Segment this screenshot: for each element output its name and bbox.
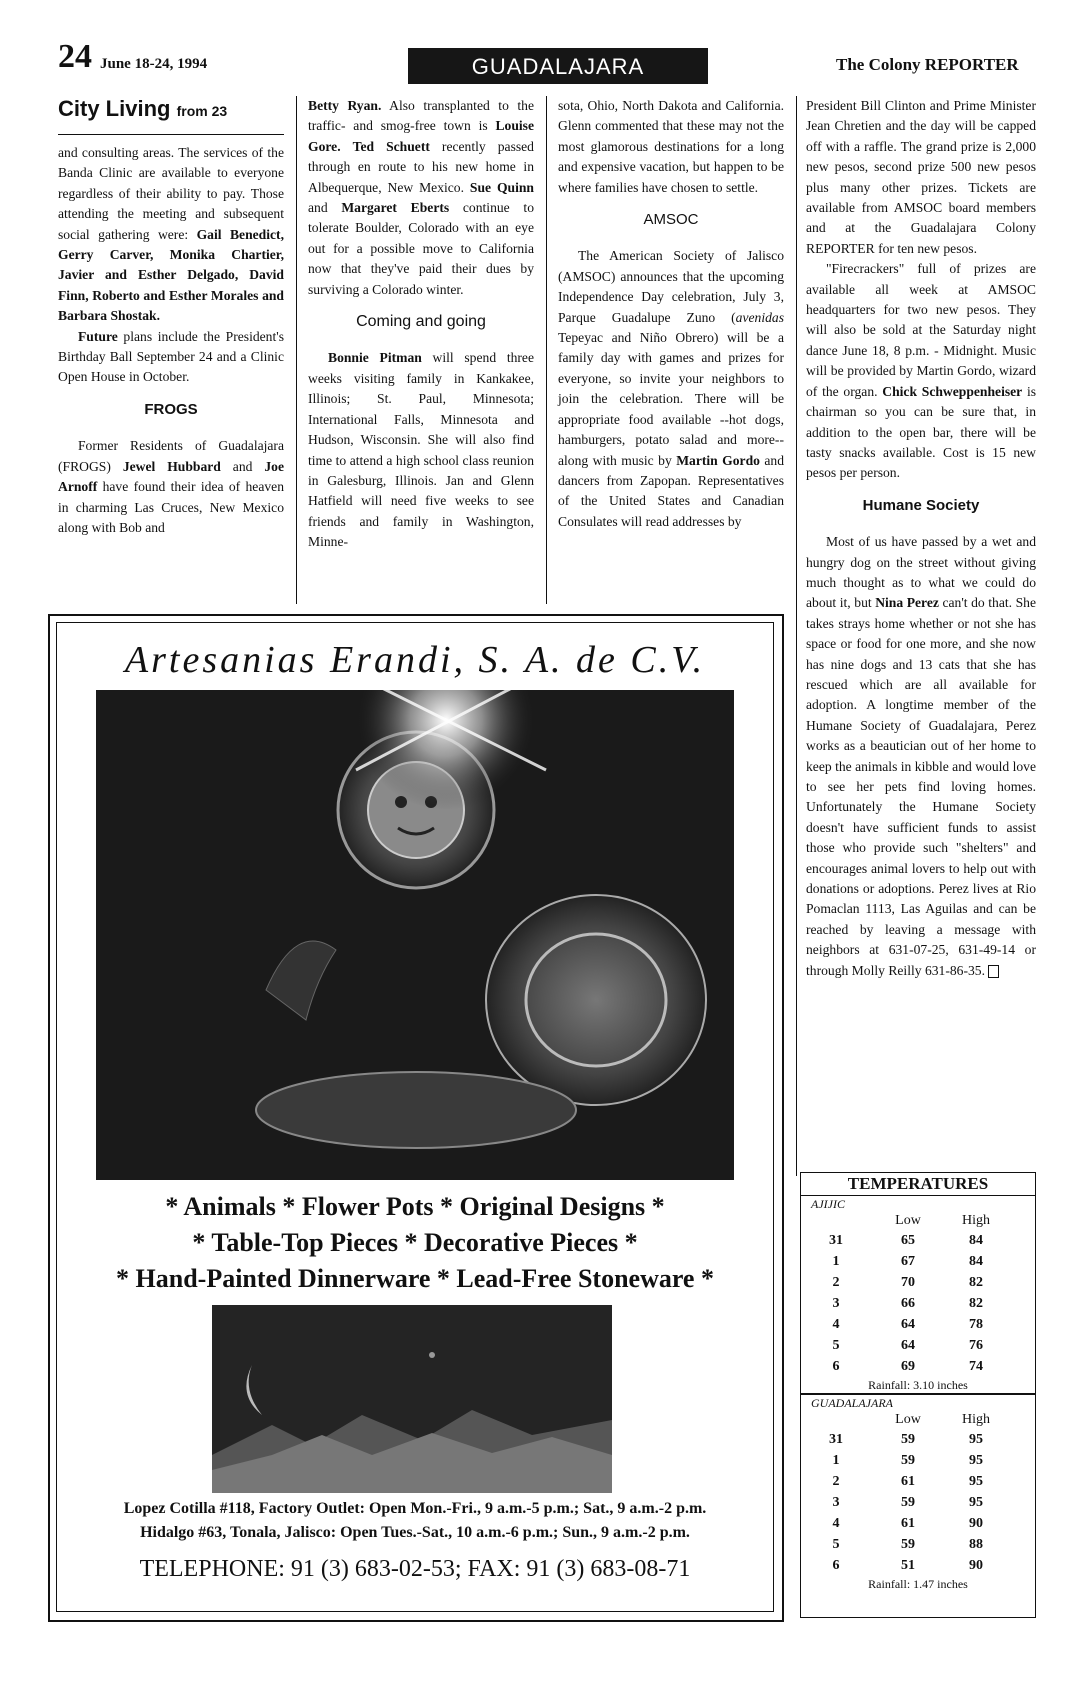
column-city-living [58, 96, 284, 538]
newspaper-name: The Colony REPORTER [836, 55, 1019, 74]
city-name: AJIJIC [811, 1197, 845, 1211]
paragraph [806, 96, 1036, 259]
ajijic-rows [801, 1230, 1035, 1377]
high: 95 [969, 1452, 983, 1468]
paragraph [58, 143, 284, 327]
text: sota, Ohio, North Dakota and California. Glenn commented that these may not the most glamorous destinations for a long and expensive vacation, but happen to be where families have chosen to settle. [558, 98, 784, 195]
text: can't do that. She takes strays home whether or not she has space or food for one more, and she now has nine dogs and 13 cats that she has rescued which are all available for adoption. A longtime member of the Humane Society of Guadalajara, Perez works as a beautician out of her home to keep the animals in kibble and would love to see her pets find loving homes. Unfortunately the Humane Society doesn't have sufficient funds to assist those who provide such "shelters" and encourages animal lovers to help out with donations or adoptions. Perez lives at Rio Pomaclan 1113, Las Aguilas and can be reached by leaving a message with neighbors at 631-07-25, 631-49-14 or through Molly Reilly 631-86-35. [806, 595, 1036, 978]
low: 70 [901, 1275, 915, 1290]
column-4 [806, 96, 1036, 981]
day: 6 [832, 1557, 840, 1573]
high: 78 [969, 1317, 983, 1332]
table-row [801, 1335, 1035, 1356]
column-divider [546, 96, 547, 604]
table-row [801, 1555, 1035, 1576]
ad-address-2: Hidalgo #63, Tonala, Jalisco: Open Tues.-Sat., 10 a.m.-6 p.m.; Sun., 9 a.m.-2 p.m. [140, 1524, 690, 1541]
text: and [220, 458, 265, 474]
rainfall: Rainfall: 1.47 inches [868, 1576, 968, 1591]
text: Former Residents of Guadalajara (FROGS) [58, 438, 284, 474]
text: will spend three weeks visiting family in Kankakee, Illinois; St. Paul, Minnesota; International Falls, Minnesota and Hudson, Wisconsin. She will also find time to attend a high school class reunion in Galesburg, Illinois. Jan and Glenn Hatfield will need five weeks to see friends and family in Washington, Minne- [308, 350, 534, 550]
text: "Firecrackers" full of prizes are available all week at AMSOC headquarters for two new pesos. They will also be sold at the Saturday night dance June 18, 8 p.m. - Midnight. Music will be provided by Martin Gordo, wizard of the organ. [806, 261, 1036, 399]
temperatures-title: TEMPERATURES [801, 1173, 1035, 1196]
table-header [801, 1212, 1035, 1230]
low: 59 [901, 1452, 915, 1468]
ad-products-line-3: * Hand-Painted Dinnerware * Lead-Free Stoneware * [116, 1264, 714, 1293]
ad-title: Artesanias Erandi, S. A. de C.V. [124, 639, 706, 681]
text: plans include the President's Birthday Ball September 24 and a Clinic Open House in October. [58, 328, 284, 385]
high-header: High [962, 1411, 990, 1427]
low: 69 [901, 1359, 915, 1374]
day: 1 [832, 1254, 840, 1269]
names: Bonnie Pitman [328, 350, 422, 366]
column-divider [296, 96, 297, 604]
day: 6 [832, 1359, 840, 1374]
temperatures-table [800, 1172, 1036, 1618]
text: President Bill Clinton and Prime Minister Jean Chretien and the day will be capped off with a raffle. The grand prize is 2,000 new pesos, second prize 500 new pesos plus many other prizes. Tickets are available from AMSOC board members and at the Guadalajara Colony REPORTER for ten new pesos. [806, 98, 1036, 256]
text: The American Society of Jalisco (AMSOC) announces that the upcoming Independence Day celebration, July 3, Parque Guadalupe Zuno ( [558, 248, 784, 325]
text: recently passed through en route to his new home in Albequerque, New Mexico. [308, 138, 534, 195]
low-header: Low [895, 1213, 921, 1228]
low: 59 [901, 1494, 915, 1510]
table-row [801, 1429, 1035, 1450]
high: 95 [969, 1431, 983, 1447]
city-living-title: City Living [58, 96, 171, 121]
end-mark-icon [988, 965, 999, 978]
day: 4 [832, 1317, 840, 1332]
table-row [801, 1534, 1035, 1555]
low: 66 [901, 1296, 915, 1311]
paragraph [806, 532, 1036, 981]
text: have found their idea of heaven in charming Las Cruces, New Mexico along with Bob and [58, 479, 284, 535]
coming-and-going-heading: Coming and going [356, 313, 486, 331]
paragraph [558, 246, 784, 532]
table-row [801, 1293, 1035, 1314]
day: 31 [829, 1233, 843, 1248]
table-row [801, 1513, 1035, 1534]
table-row [801, 1471, 1035, 1492]
continued-from: from 23 [176, 103, 228, 119]
paragraph [58, 327, 284, 388]
rainfall: Rainfall: 3.10 inches [868, 1378, 968, 1392]
ad-address-1: Lopez Cotilla #118, Factory Outlet: Open Mon.-Fri., 9 a.m.-5 p.m.; Sat., 9 a.m.-2 p.m. [123, 1500, 707, 1517]
low: 59 [901, 1536, 915, 1552]
day: 5 [832, 1338, 840, 1353]
paragraph [558, 96, 784, 198]
day: 31 [829, 1431, 843, 1447]
italic-text: avenidas [735, 309, 784, 325]
table-row [801, 1356, 1035, 1377]
text: and consulting areas. The services of the Banda Clinic are available to everyone regardless of their ability to pay. Those attending the meeting and subsequent social gathering were: [58, 145, 284, 242]
names: Jewel Hubbard [122, 458, 221, 474]
table-row [801, 1492, 1035, 1513]
low: 59 [901, 1431, 915, 1447]
text: and dancers from Zapopan. Representatives of the United States and Canadian Consulates will read addresses by [558, 452, 785, 529]
guadalajara-rows [801, 1429, 1035, 1576]
table-row [801, 1450, 1035, 1471]
table-row [801, 1314, 1035, 1335]
names: Chick Schweppenheiser [882, 383, 1023, 399]
table-header [801, 1411, 1035, 1429]
ad-phone-fax: TELEPHONE: 91 (3) 683-02-53; FAX: 91 (3) 683-08-71 [139, 1556, 691, 1582]
high: 95 [969, 1473, 983, 1489]
high: 76 [969, 1338, 983, 1353]
ad-products-line-2: * Table-Top Pieces * Decorative Pieces * [192, 1228, 638, 1257]
ad-products-line-1: * Animals * Flower Pots * Original Designs * [165, 1192, 665, 1221]
pottery-photo-image [96, 690, 734, 1180]
section-banner: GUADALAJARA [408, 48, 708, 84]
high: 74 [969, 1359, 983, 1374]
day: 3 [832, 1296, 840, 1311]
table-row [801, 1251, 1035, 1272]
high: 84 [969, 1233, 983, 1248]
paragraph [58, 436, 284, 538]
city-name: GUADALAJARA [811, 1395, 893, 1410]
names: Sue Quinn [469, 179, 534, 195]
names: Ted Schuett [352, 138, 430, 154]
high: 95 [969, 1494, 983, 1510]
amsoc-heading: AMSOC [643, 211, 699, 229]
humane-society-heading: Humane Society [862, 496, 980, 514]
frogs-heading: FROGS [144, 400, 198, 418]
low: 67 [901, 1254, 915, 1269]
day: 1 [832, 1452, 840, 1468]
low: 61 [901, 1473, 915, 1489]
high: 84 [969, 1254, 983, 1269]
ad-photo-ceramics [212, 1305, 612, 1493]
ceramics-photo-image [212, 1305, 612, 1493]
text: continue to tolerate Boulder, Colorado with an eye out for a possible move to California now that they've paid their dues by surviving a Colorado winter. [308, 200, 534, 297]
low: 64 [901, 1338, 915, 1353]
day: 3 [832, 1494, 840, 1510]
heading-rule [58, 134, 284, 135]
high: 90 [969, 1557, 983, 1573]
high: 82 [969, 1296, 983, 1311]
high: 90 [969, 1515, 983, 1531]
text [341, 139, 353, 154]
column-divider [796, 96, 797, 1176]
text: Most of us have passed by a wet and hungry dog on the street without giving much thought as to what we could do about it, but [806, 534, 1036, 611]
low-header: Low [895, 1411, 921, 1427]
names: Nina Perez [875, 595, 939, 611]
day: 2 [832, 1473, 840, 1489]
text: is chairman so you can be sure that, in addition to the open bar, there will be tasty snacks available. Cost is 15 new pesos per person. [806, 383, 1037, 481]
day: 5 [832, 1536, 840, 1552]
day: 4 [832, 1515, 840, 1531]
high: 88 [969, 1536, 983, 1552]
names: Gail Benedict, Gerry Carver, Monika Chartier, Javier and Esther Delgado, David Finn, Roberto and Esther Morales and Barbara Shostak. [58, 226, 284, 324]
city-living-heading [58, 96, 284, 124]
text: Tepeyac and Niño Obrero) will be a family day with games and prizes for everyone, so invite your neighbors to join the celebration. There will be appropriate food available --hot dogs, hamburgers, potato salad and more--along with music by [558, 330, 784, 468]
low: 64 [901, 1317, 915, 1332]
low: 65 [901, 1233, 915, 1248]
text: and [308, 200, 342, 216]
high-header: High [962, 1213, 990, 1228]
names: Betty Ryan. [308, 98, 382, 113]
column-2 [308, 96, 534, 553]
day: 2 [832, 1275, 840, 1290]
ad-photo-pottery [96, 690, 734, 1180]
lead-word: Future [78, 328, 118, 344]
names: Joe Arnoff [58, 458, 284, 495]
table-row [801, 1272, 1035, 1293]
text: Also transplanted to the traffic- and smog-free town is [308, 98, 535, 134]
column-3 [558, 96, 784, 532]
low: 61 [901, 1515, 915, 1531]
paragraph [308, 348, 534, 552]
issue-date: June 18-24, 1994 [100, 56, 208, 72]
page-number: 24 [58, 38, 92, 75]
high: 82 [969, 1275, 983, 1290]
paragraph [308, 96, 534, 300]
names: Margaret Eberts [341, 200, 450, 216]
names: Martin Gordo [676, 452, 760, 468]
names: Louise Gore. [308, 118, 534, 154]
table-row [801, 1230, 1035, 1251]
paragraph [806, 259, 1036, 483]
low: 51 [901, 1557, 915, 1573]
